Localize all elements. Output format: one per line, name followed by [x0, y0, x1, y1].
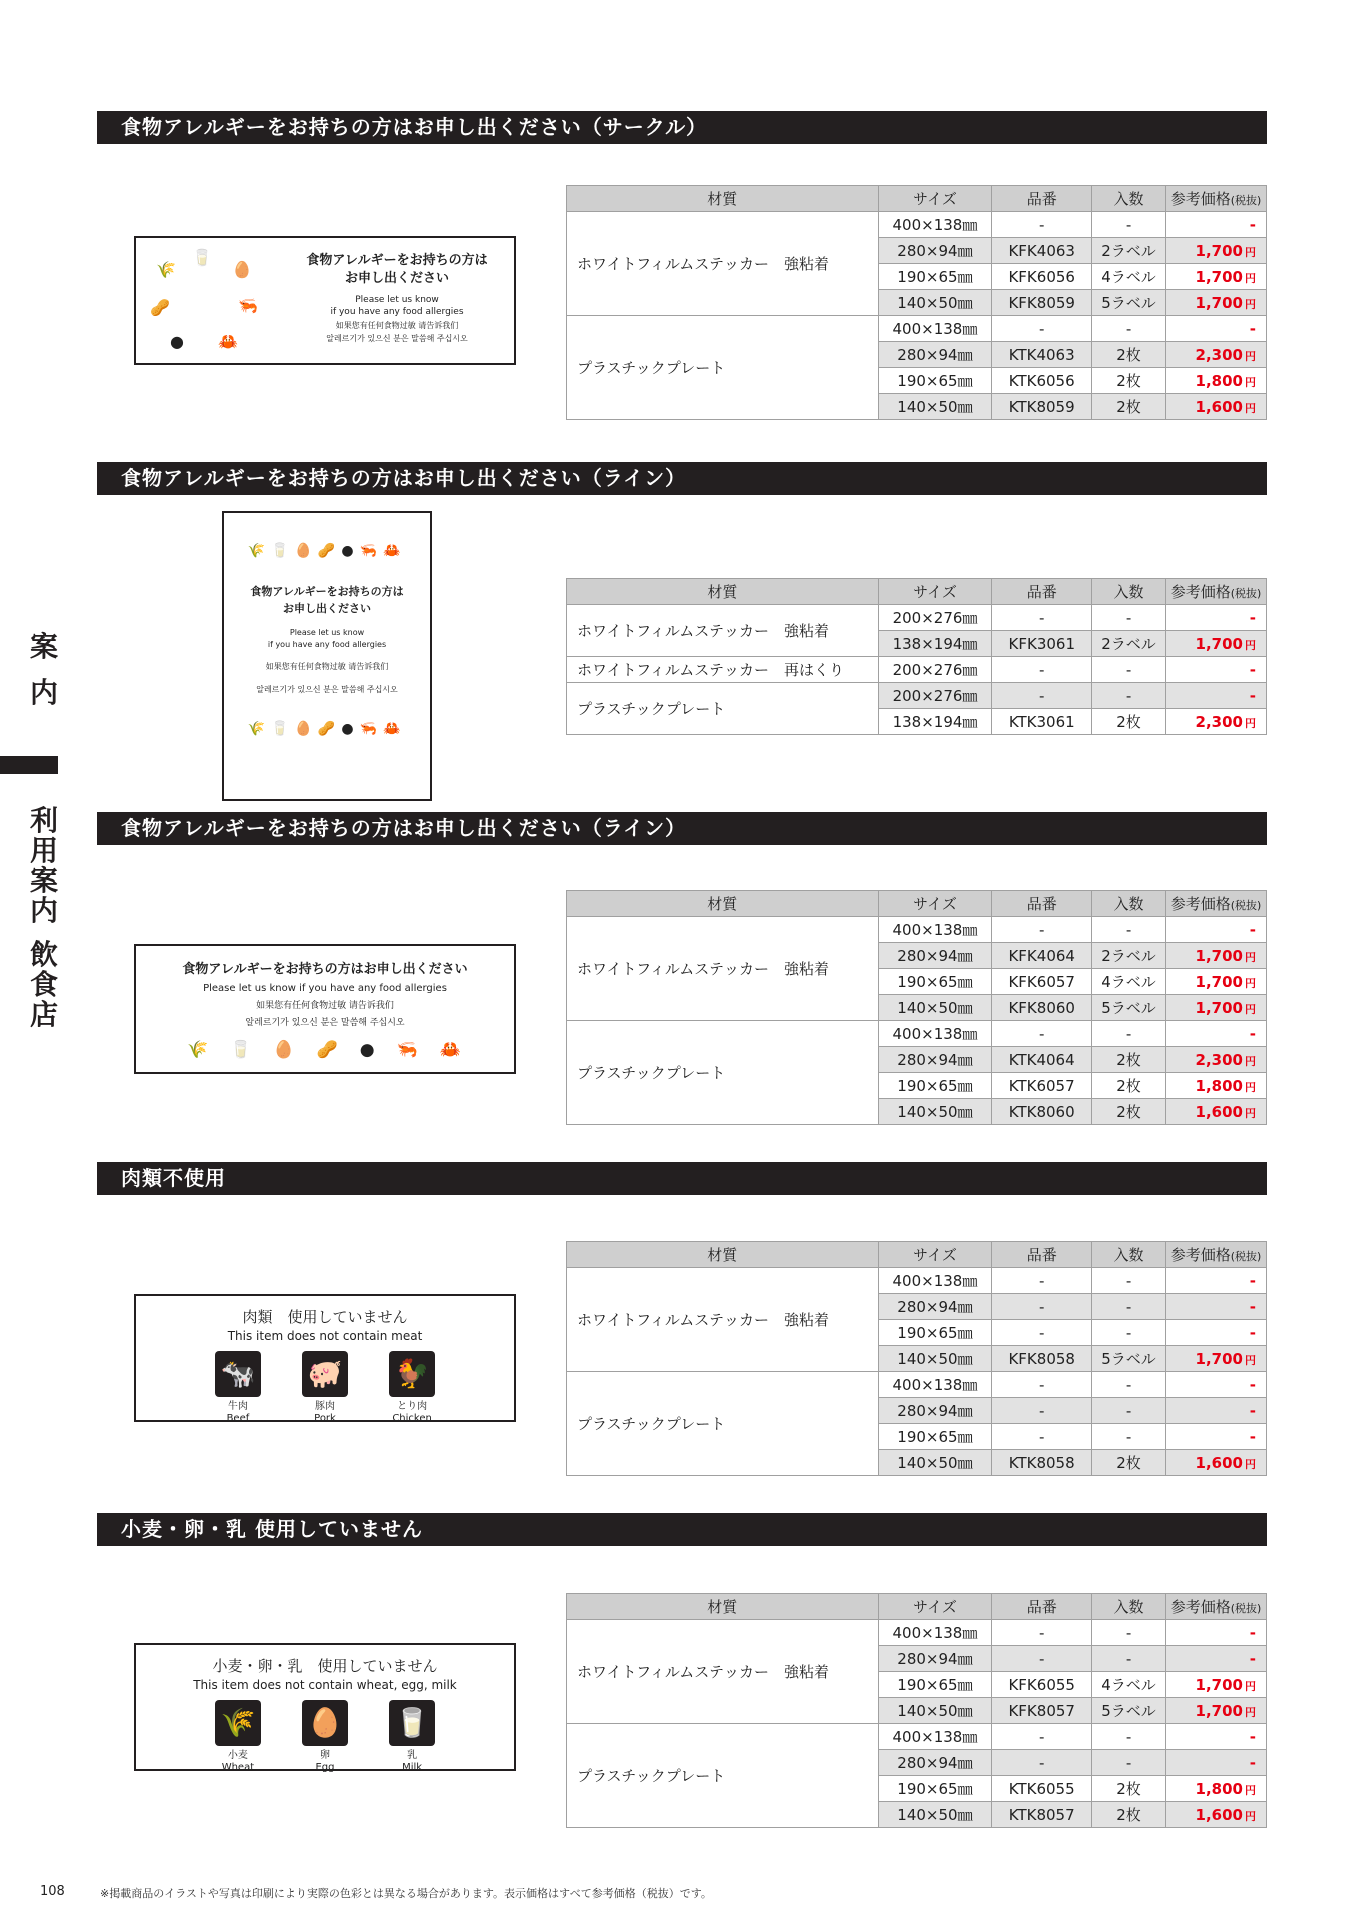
price-cell: -	[1165, 1268, 1266, 1294]
egg-icon: 🥚	[302, 1700, 348, 1746]
table-cell: KTK8058	[992, 1450, 1092, 1476]
table-cell: -	[1092, 1620, 1166, 1646]
table-cell: -	[1092, 1021, 1166, 1047]
spec-table-1	[566, 185, 1267, 420]
table-cell: -	[1092, 1750, 1166, 1776]
price-cell: -	[1165, 917, 1266, 943]
sidebar-top-label: 案 内	[29, 630, 58, 709]
sign-image-wheat-egg-milk	[134, 1643, 516, 1771]
table-cell: -	[992, 1646, 1092, 1672]
table-cell: KTK4063	[992, 342, 1092, 368]
table-row	[567, 917, 1267, 943]
header-size: サイズ	[878, 891, 992, 917]
wheat-icon: 🌾	[156, 260, 176, 279]
table-cell: 190×65㎜	[878, 368, 992, 394]
table-cell: KFK8060	[992, 995, 1092, 1021]
price-cell: -	[1165, 1294, 1266, 1320]
header-qty: 入数	[1092, 579, 1166, 605]
table-cell: 400×138㎜	[878, 1268, 992, 1294]
yen-unit: 円	[1245, 271, 1256, 285]
table-cell: 140×50㎜	[878, 1099, 992, 1125]
sign-jp-line1: 食物アレルギーをお持ちの方は	[306, 253, 488, 268]
table-cell: -	[1092, 657, 1166, 683]
table-cell: 190×65㎜	[878, 264, 992, 290]
table-cell: -	[992, 1294, 1092, 1320]
price-cell: 1,700 円	[1165, 631, 1266, 657]
table-cell: -	[992, 212, 1092, 238]
sign-en: This item does not contain meat	[227, 1329, 423, 1343]
header-code: 品番	[992, 1594, 1092, 1620]
sign-cn: 如果您有任何食物过敏 请告诉我们	[256, 1001, 394, 1011]
yen-unit: 円	[1245, 349, 1256, 363]
price-cell: 1,600 円	[1165, 394, 1266, 420]
price-cell: 1,700 円	[1165, 969, 1266, 995]
chicken-icon: 🐓	[389, 1351, 435, 1397]
table-cell: 4ラベル	[1092, 969, 1166, 995]
table-cell: -	[1092, 1294, 1166, 1320]
allergen-icon-row: 🌾🥛🥚🥜●🦐🦀	[247, 543, 407, 559]
table-cell: KFK6057	[992, 969, 1092, 995]
allergen-icon-row: 🌾🥛🥚🥜●🦐🦀	[247, 721, 407, 737]
section-title: 食物アレルギーをお持ちの方はお申し出ください（ライン）	[97, 462, 1267, 495]
table-cell: -	[992, 1320, 1092, 1346]
material-cell: プラスチックプレート	[567, 316, 879, 420]
price-cell: 1,700 円	[1165, 238, 1266, 264]
table-cell: 140×50㎜	[878, 1802, 992, 1828]
table-cell: -	[1092, 1398, 1166, 1424]
table-cell: -	[992, 1724, 1092, 1750]
price-cell: 1,600 円	[1165, 1450, 1266, 1476]
table-cell: -	[1092, 605, 1166, 631]
yen-unit: 円	[1245, 1705, 1256, 1719]
price-cell: -	[1165, 1424, 1266, 1450]
section-title: 肉類不使用	[97, 1162, 1267, 1195]
header-qty: 入数	[1092, 891, 1166, 917]
table-cell: 280×94㎜	[878, 943, 992, 969]
page-number: 108	[40, 1884, 65, 1899]
price-cell: 1,600 円	[1165, 1099, 1266, 1125]
header-code: 品番	[992, 186, 1092, 212]
table-cell: 400×138㎜	[878, 212, 992, 238]
material-cell: プラスチックプレート	[567, 1372, 879, 1476]
header-code: 品番	[992, 1242, 1092, 1268]
table-cell: 190×65㎜	[878, 969, 992, 995]
table-cell: 140×50㎜	[878, 995, 992, 1021]
meat-item-chicken: 🐓 とり肉 Chicken	[381, 1351, 443, 1425]
table-cell: -	[992, 657, 1092, 683]
table-row	[567, 1594, 1267, 1620]
header-price: 参考価格(税抜)	[1165, 891, 1266, 917]
yen-unit: 円	[1245, 1457, 1256, 1471]
spec-table-5	[566, 1593, 1267, 1828]
spec-table-2	[566, 578, 1267, 735]
yen-unit: 円	[1245, 375, 1256, 389]
table-row	[567, 316, 1267, 342]
spec-table-4	[566, 1241, 1267, 1476]
table-cell: 400×138㎜	[878, 917, 992, 943]
sign-en-line2: if you have any food allergies	[267, 640, 387, 649]
price-cell: 1,600 円	[1165, 1802, 1266, 1828]
price-cell: -	[1165, 683, 1266, 709]
table-cell: -	[992, 1021, 1092, 1047]
price-cell: -	[1165, 1320, 1266, 1346]
cow-icon: 🐄	[215, 1351, 261, 1397]
table-cell: -	[1092, 316, 1166, 342]
table-cell: KTK4064	[992, 1047, 1092, 1073]
table-cell: KFK6056	[992, 264, 1092, 290]
material-cell: ホワイトフィルムステッカー 強粘着	[567, 1620, 879, 1724]
header-size: サイズ	[878, 186, 992, 212]
yen-unit: 円	[1245, 976, 1256, 990]
material-cell: プラスチックプレート	[567, 683, 879, 735]
table-row	[567, 1242, 1267, 1268]
table-cell: KTK8060	[992, 1099, 1092, 1125]
material-cell: プラスチックプレート	[567, 1021, 879, 1125]
yen-unit: 円	[1245, 1809, 1256, 1823]
table-cell: 400×138㎜	[878, 1724, 992, 1750]
table-cell: 190×65㎜	[878, 1320, 992, 1346]
material-cell: ホワイトフィルムステッカー 強粘着	[567, 212, 879, 316]
table-cell: 2枚	[1092, 1776, 1166, 1802]
sign-en: This item does not contain wheat, egg, milk	[193, 1678, 457, 1692]
spec-table-3	[566, 890, 1267, 1125]
table-cell: KTK3061	[992, 709, 1092, 735]
table-row	[567, 186, 1267, 212]
header-size: サイズ	[878, 1242, 992, 1268]
table-row	[567, 891, 1267, 917]
header-price: 参考価格(税抜)	[1165, 186, 1266, 212]
yen-unit: 円	[1245, 297, 1256, 311]
meat-item-pork: 🐖 豚肉 Pork	[294, 1351, 356, 1425]
table-cell: 5ラベル	[1092, 1698, 1166, 1724]
material-cell: ホワイトフィルムステッカー 再はくり	[567, 657, 879, 683]
table-cell: 2枚	[1092, 1099, 1166, 1125]
price-cell: 1,700 円	[1165, 943, 1266, 969]
price-cell: -	[1165, 605, 1266, 631]
sign-kr: 알레르기가 있으신 분은 말씀해 주십시오	[245, 1018, 405, 1028]
table-cell: 2ラベル	[1092, 238, 1166, 264]
price-cell: 1,700 円	[1165, 290, 1266, 316]
table-cell: 200×276㎜	[878, 657, 992, 683]
header-price: 参考価格(税抜)	[1165, 1594, 1266, 1620]
table-cell: 5ラベル	[1092, 995, 1166, 1021]
table-cell: 140×50㎜	[878, 394, 992, 420]
table-cell: 140×50㎜	[878, 290, 992, 316]
price-cell: 1,700 円	[1165, 995, 1266, 1021]
price-cell: -	[1165, 1021, 1266, 1047]
table-cell: KFK6055	[992, 1672, 1092, 1698]
yen-unit: 円	[1245, 1002, 1256, 1016]
header-qty: 入数	[1092, 1242, 1166, 1268]
table-row	[567, 212, 1267, 238]
table-row	[567, 657, 1267, 683]
table-cell: KTK6057	[992, 1073, 1092, 1099]
sign-en-line2: if you have any food allergies	[330, 307, 464, 317]
table-cell: 2枚	[1092, 368, 1166, 394]
table-cell: 400×138㎜	[878, 316, 992, 342]
table-cell: 280×94㎜	[878, 1294, 992, 1320]
table-cell: 140×50㎜	[878, 1450, 992, 1476]
table-cell: 400×138㎜	[878, 1372, 992, 1398]
table-cell: KFK8059	[992, 290, 1092, 316]
sign-jp-line1: 食物アレルギーをお持ちの方は	[250, 585, 404, 598]
table-cell: 2ラベル	[1092, 943, 1166, 969]
table-cell: -	[992, 683, 1092, 709]
table-row	[567, 1372, 1267, 1398]
price-cell: 1,700 円	[1165, 1672, 1266, 1698]
price-cell: 2,300 円	[1165, 1047, 1266, 1073]
table-cell: 190×65㎜	[878, 1672, 992, 1698]
table-cell: 2枚	[1092, 394, 1166, 420]
table-cell: -	[992, 917, 1092, 943]
table-cell: -	[992, 1372, 1092, 1398]
table-cell: 2枚	[1092, 1073, 1166, 1099]
table-row	[567, 605, 1267, 631]
price-cell: -	[1165, 657, 1266, 683]
table-cell: 280×94㎜	[878, 1047, 992, 1073]
table-cell: -	[992, 316, 1092, 342]
table-cell: 280×94㎜	[878, 342, 992, 368]
table-cell: -	[1092, 1320, 1166, 1346]
pig-icon: 🐖	[302, 1351, 348, 1397]
price-cell: -	[1165, 212, 1266, 238]
price-cell: 2,300 円	[1165, 342, 1266, 368]
table-row	[567, 1021, 1267, 1047]
price-cell: -	[1165, 1372, 1266, 1398]
table-cell: -	[992, 605, 1092, 631]
sign-kr: 알레르기가 있으신 분은 말씀해 주십시오	[256, 685, 398, 694]
item-egg: 🥚 卵 Egg	[294, 1700, 356, 1774]
table-cell: -	[1092, 1724, 1166, 1750]
table-cell: 4ラベル	[1092, 1672, 1166, 1698]
table-cell: 2枚	[1092, 709, 1166, 735]
table-cell: 190×65㎜	[878, 1424, 992, 1450]
sign-en: Please let us know if you have any food allergies	[203, 983, 447, 994]
yen-unit: 円	[1245, 1054, 1256, 1068]
sidebar-bottom-label: 利 用 案 内 飲 食 店	[29, 804, 58, 1031]
sign-cn: 如果您有任何食物过敏 请告诉我们	[265, 662, 389, 671]
table-cell: KFK4064	[992, 943, 1092, 969]
table-cell: 200×276㎜	[878, 605, 992, 631]
table-cell: 4ラベル	[1092, 264, 1166, 290]
price-cell: 2,300 円	[1165, 709, 1266, 735]
price-cell: -	[1165, 1724, 1266, 1750]
table-cell: 2ラベル	[1092, 631, 1166, 657]
yen-unit: 円	[1245, 1783, 1256, 1797]
sign-image-line	[134, 944, 516, 1074]
sign-image-circle	[134, 236, 516, 365]
price-cell: -	[1165, 1646, 1266, 1672]
header-price: 参考価格(税抜)	[1165, 579, 1266, 605]
header-material: 材質	[567, 579, 879, 605]
table-cell: -	[992, 1424, 1092, 1450]
sign-en-line1: Please let us know	[355, 295, 439, 305]
header-material: 材質	[567, 1594, 879, 1620]
price-cell: -	[1165, 1750, 1266, 1776]
sign-jp: 小麦・卵・乳 使用していません	[212, 1657, 438, 1675]
sign-image-portrait	[222, 511, 432, 801]
material-cell: ホワイトフィルムステッカー 強粘着	[567, 605, 879, 657]
table-cell: KTK6055	[992, 1776, 1092, 1802]
table-cell: -	[1092, 683, 1166, 709]
price-cell: 1,700 円	[1165, 264, 1266, 290]
section-title: 食物アレルギーをお持ちの方はお申し出ください（サークル）	[97, 111, 1267, 144]
yen-unit: 円	[1245, 401, 1256, 415]
table-cell: 280×94㎜	[878, 1646, 992, 1672]
table-cell: 138×194㎜	[878, 709, 992, 735]
table-cell: -	[992, 1750, 1092, 1776]
section-title: 食物アレルギーをお持ちの方はお申し出ください（ライン）	[97, 812, 1267, 845]
yen-unit: 円	[1245, 716, 1256, 730]
sign-cn: 如果您有任何食物过敏 请告诉我们	[335, 321, 459, 330]
table-cell: -	[1092, 917, 1166, 943]
table-cell: KFK4063	[992, 238, 1092, 264]
item-wheat: 🌾 小麦 Wheat	[207, 1700, 269, 1774]
table-cell: 5ラベル	[1092, 1346, 1166, 1372]
material-cell: プラスチックプレート	[567, 1724, 879, 1828]
header-size: サイズ	[878, 579, 992, 605]
price-cell: 1,800 円	[1165, 368, 1266, 394]
price-cell: 1,700 円	[1165, 1346, 1266, 1372]
header-material: 材質	[567, 1242, 879, 1268]
yen-unit: 円	[1245, 1106, 1256, 1120]
milk-icon: 🥛	[192, 248, 212, 267]
table-cell: -	[992, 1620, 1092, 1646]
header-qty: 入数	[1092, 1594, 1166, 1620]
allergen-icon-row: 🌾🥛🥚🥜●🦐🦀	[187, 1040, 483, 1060]
table-cell: KTK8059	[992, 394, 1092, 420]
wheat-icon: 🌾	[215, 1700, 261, 1746]
sign-jp: 肉類 使用していません	[242, 1308, 408, 1326]
header-material: 材質	[567, 891, 879, 917]
table-cell: 2枚	[1092, 342, 1166, 368]
header-size: サイズ	[878, 1594, 992, 1620]
yen-unit: 円	[1245, 950, 1256, 964]
sign-jp-line2: お申し出ください	[283, 602, 371, 615]
sidebar-divider	[0, 756, 58, 774]
table-cell: -	[1092, 1424, 1166, 1450]
table-cell: 140×50㎜	[878, 1346, 992, 1372]
peanut-icon: 🥜	[150, 298, 170, 317]
table-cell: 138×194㎜	[878, 631, 992, 657]
table-row	[567, 1268, 1267, 1294]
table-cell: 280×94㎜	[878, 1750, 992, 1776]
material-cell: ホワイトフィルムステッカー 強粘着	[567, 917, 879, 1021]
table-cell: 2枚	[1092, 1047, 1166, 1073]
yen-unit: 円	[1245, 1353, 1256, 1367]
table-cell: 190×65㎜	[878, 1073, 992, 1099]
table-row	[567, 579, 1267, 605]
table-cell: 400×138㎜	[878, 1021, 992, 1047]
header-code: 品番	[992, 579, 1092, 605]
table-row	[567, 1724, 1267, 1750]
shrimp-icon: 🦐	[238, 296, 258, 315]
table-cell: 200×276㎜	[878, 683, 992, 709]
table-cell: KTK6056	[992, 368, 1092, 394]
crab-icon: 🦀	[218, 332, 238, 351]
buckwheat-icon: ●	[170, 332, 184, 351]
table-cell: 2枚	[1092, 1802, 1166, 1828]
table-cell: -	[992, 1268, 1092, 1294]
table-row	[567, 1620, 1267, 1646]
price-cell: -	[1165, 316, 1266, 342]
header-price: 参考価格(税抜)	[1165, 1242, 1266, 1268]
yen-unit: 円	[1245, 245, 1256, 259]
header-qty: 入数	[1092, 186, 1166, 212]
sign-en-line1: Please let us know	[289, 628, 365, 637]
table-cell: 2枚	[1092, 1450, 1166, 1476]
yen-unit: 円	[1245, 1080, 1256, 1094]
table-cell: -	[1092, 1372, 1166, 1398]
sign-image-meat	[134, 1294, 516, 1422]
material-cell: ホワイトフィルムステッカー 強粘着	[567, 1268, 879, 1372]
price-cell: -	[1165, 1398, 1266, 1424]
sign-jp: 食物アレルギーをお持ちの方はお申し出ください	[182, 962, 468, 977]
table-cell: KTK8057	[992, 1802, 1092, 1828]
table-cell: 400×138㎜	[878, 1620, 992, 1646]
table-cell: KFK8057	[992, 1698, 1092, 1724]
header-material: 材質	[567, 186, 879, 212]
item-milk: 🥛 乳 Milk	[381, 1700, 443, 1774]
table-cell: 280×94㎜	[878, 1398, 992, 1424]
table-cell: -	[1092, 1268, 1166, 1294]
milk-icon: 🥛	[389, 1700, 435, 1746]
meat-item-beef: 🐄 牛肉 Beef	[207, 1351, 269, 1425]
yen-unit: 円	[1245, 1679, 1256, 1693]
price-cell: 1,700 円	[1165, 1698, 1266, 1724]
table-row	[567, 683, 1267, 709]
table-cell: 280×94㎜	[878, 238, 992, 264]
price-cell: 1,800 円	[1165, 1073, 1266, 1099]
table-cell: 140×50㎜	[878, 1698, 992, 1724]
table-cell: 5ラベル	[1092, 290, 1166, 316]
table-cell: -	[1092, 212, 1166, 238]
table-cell: KFK8058	[992, 1346, 1092, 1372]
yen-unit: 円	[1245, 638, 1256, 652]
header-code: 品番	[992, 891, 1092, 917]
table-cell: -	[1092, 1646, 1166, 1672]
price-cell: -	[1165, 1620, 1266, 1646]
sign-kr: 알레르기가 있으신 분은 말씀해 주십시오	[326, 334, 468, 343]
allergen-icon-ring	[150, 248, 260, 358]
table-cell: -	[992, 1398, 1092, 1424]
egg-icon: 🥚	[232, 260, 252, 279]
footer-note: ※掲載商品のイラストや写真は印刷により実際の色彩とは異なる場合があります。表示価格はすべて参考価格（税抜）です。	[100, 1887, 712, 1900]
table-cell: 190×65㎜	[878, 1776, 992, 1802]
sign-jp-line2: お申し出ください	[344, 271, 449, 286]
price-cell: 1,800 円	[1165, 1776, 1266, 1802]
table-cell: KFK3061	[992, 631, 1092, 657]
section-title: 小麦・卵・乳 使用していません	[97, 1513, 1267, 1546]
